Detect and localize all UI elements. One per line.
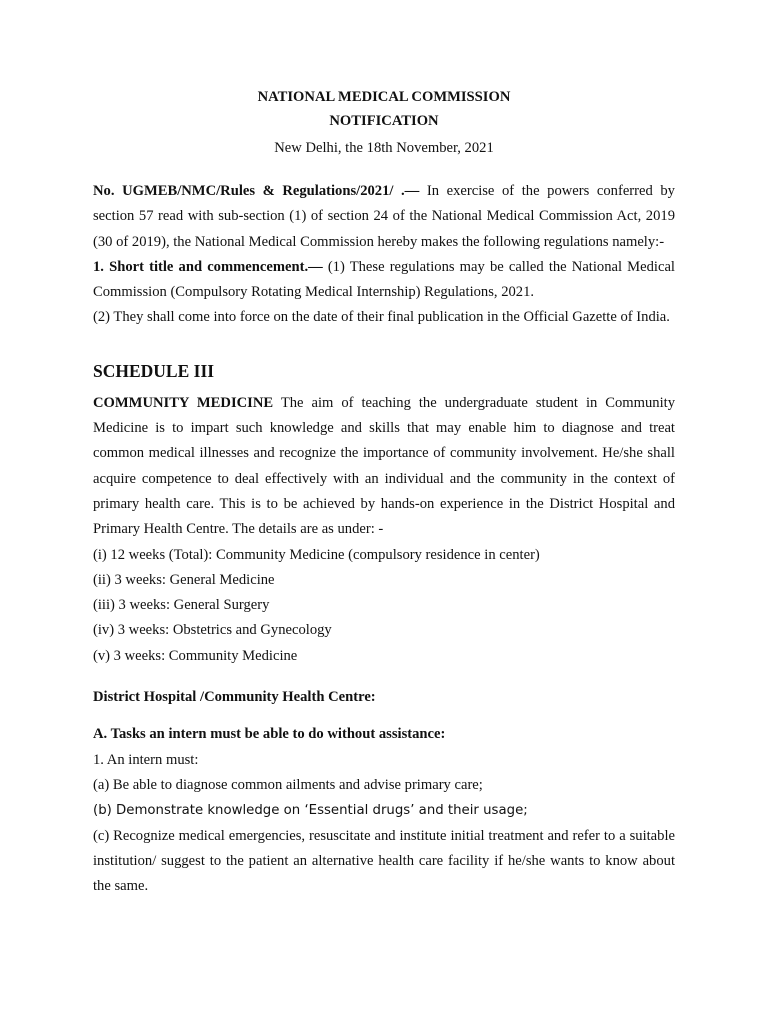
intro-text: In exercise of the powers conferred by section 57 read with sub-section (1) of section 24 of the National Medical Commission Act, 2019 (30 of 2019), the National Medical Commission hereby makes the following regulations namely:- bbox=[93, 183, 675, 250]
list-item: (v) 3 weeks: Community Medicine bbox=[93, 647, 298, 664]
short-title-clause-1: (1) These regulations may be called the National Medical Commission (Compulsory Rotating Medical Internship) Regulations, 2021. bbox=[93, 258, 675, 301]
notification-number: No. UGMEB/NMC/Rules & Regulations/2021/ .–– bbox=[93, 183, 420, 199]
tasks-heading: A. Tasks an intern must be able to do without assistance: bbox=[93, 726, 446, 743]
notification-title: NOTIFICATION bbox=[329, 113, 439, 129]
schedule-paragraph bbox=[93, 391, 675, 543]
document-page bbox=[93, 85, 675, 899]
list-item: (iii) 3 weeks: General Surgery bbox=[93, 597, 270, 614]
short-title-heading: 1. Short title and commencement.— bbox=[93, 258, 323, 275]
schedule-heading: SCHEDULE III bbox=[93, 360, 215, 381]
schedule-text: The aim of teaching the undergraduate student in Community Medicine is to impart such knowledge and skills that may enable him to diagnose and treat common medical illnesses and recognize the importance of community involvement. He/she shall acquire competence to deal effectively with an individual and the community in the context of primary health care. This is to be achieved by hands-on experience in the District Hospital and Primary Health Centre. The details are as under: - bbox=[93, 394, 675, 538]
list-item: (iv) 3 weeks: Obstetrics and Gynecology bbox=[93, 622, 332, 639]
task-item-a: (a) Be able to diagnose common ailments and advise primary care; bbox=[93, 776, 483, 793]
task-item-b: (b) Demonstrate knowledge on ‘Essential drugs’ and their usage; bbox=[93, 803, 528, 819]
short-title-paragraph bbox=[93, 255, 675, 306]
intern-intro-line: 1. An intern must: bbox=[93, 751, 199, 768]
intro-paragraph bbox=[93, 179, 675, 255]
short-title-clause-2: (2) They shall come into force on the date of their final publication in the Official Gazette of India. bbox=[93, 309, 670, 326]
district-heading: District Hospital /Community Health Centre: bbox=[93, 689, 376, 706]
schedule-subject: COMMUNITY MEDICINE bbox=[93, 394, 274, 411]
task-item-c: (c) Recognize medical emergencies, resuscitate and institute initial treatment and refer to a suitable institution/ suggest to the patient an alternative health care facility if he/she wants to know about the same. bbox=[93, 827, 675, 895]
org-title: NATIONAL MEDICAL COMMISSION bbox=[257, 89, 511, 105]
dateline: New Delhi, the 18th November, 2021 bbox=[274, 140, 494, 156]
list-item: (ii) 3 weeks: General Medicine bbox=[93, 571, 275, 588]
list-item: (i) 12 weeks (Total): Community Medicine (compulsory residence in center) bbox=[93, 546, 540, 563]
